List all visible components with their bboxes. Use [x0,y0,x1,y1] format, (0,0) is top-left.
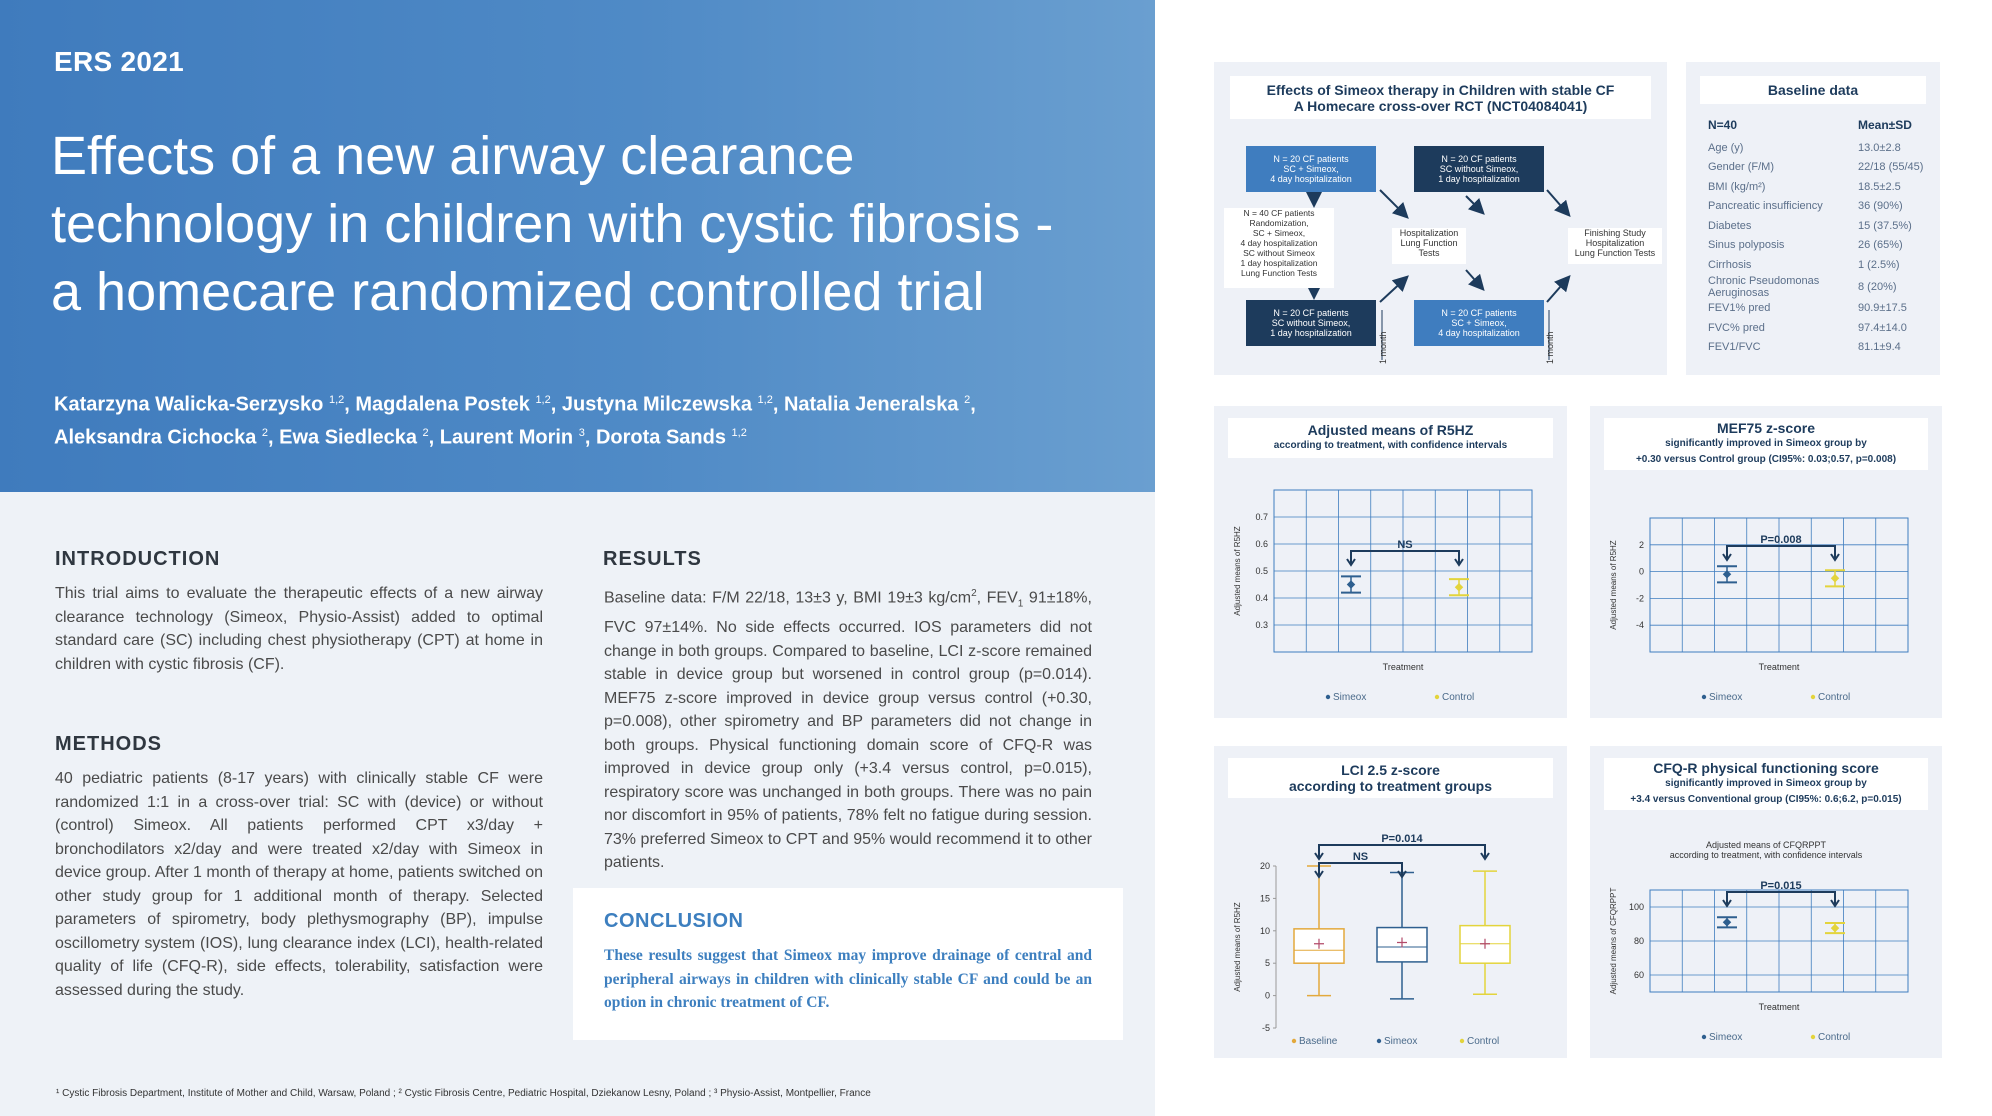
legend-marker [1702,695,1706,699]
baseline-row [1708,177,1934,197]
introduction-heading: INTRODUCTION [55,548,221,570]
baseline-value: 8 (20%) [1858,280,1897,293]
legend-label: Simeox [1384,1036,1418,1047]
mef75-subtitle: significantly improved in Simeox group by [1665,438,1867,449]
mean-point [1831,924,1839,932]
significance-label: P=0.015 [1760,880,1802,892]
baseline-header-row [1708,112,1934,138]
author-separator: , [970,393,976,416]
mean-point [1723,918,1731,926]
y-tick-label: 20 [1259,861,1270,871]
cfqr-inner-title-line: according to treatment, with confidence intervals [1669,850,1863,860]
author-affiliation: 1,2 [731,426,747,439]
baseline-row [1708,216,1934,236]
baseline-label: Age (y) [1708,141,1744,154]
results-text-part: Baseline data: F/M 22/18, 13±3 y, BMI 19±3 kg/cm [604,589,972,607]
y-tick-label: 100 [1628,902,1644,912]
y-tick-label: 2 [1638,539,1644,550]
baseline-label: Gender (F/M) [1708,161,1775,174]
baseline-row [1708,299,1934,319]
baseline-label: Pancreatic insufficiency [1708,200,1823,213]
legend-marker [1460,1039,1464,1043]
legend-marker [1811,1035,1815,1039]
author-separator: , [344,393,356,416]
y-axis-label: Adjusted means of CFQRPPT [1609,887,1618,995]
legend-marker [1292,1039,1296,1043]
legend-marker [1326,695,1330,699]
flow-arrow [1380,190,1406,216]
legend-label: Simeox [1709,1032,1743,1043]
conference-label: ERS 2021 [54,46,185,77]
month-label: 1 month [1378,331,1388,364]
methods-text: 40 pediatric patients (8-17 years) with clinically stable CF were randomized 1:1 in a cross-over trial: SC with (device) or without (control) Simeox. All patients performed CPT x3/day + bronchodilators x2/day and were treated x2/day with Simeox in device group. After 1 month of therapy at home, patients switched on other study group for 1 additional month of therapy. Selected parameters of spirometry, body plethysmography (BP), impulse oscillometry system (IOS), lung clearance index (LCI), health-related quality of life (CFQ-R), side effects, tolerability, satisfaction were assessed during the study. [55,770,543,999]
results-superscript: 2 [971,588,977,599]
baseline-value: 36 (90%) [1858,200,1903,213]
interim-hospitalization-box: Hospitalization Lung Function Tests [1392,228,1466,264]
baseline-col-header: Mean±SD [1858,118,1912,132]
author-name: Justyna Milczewska [561,393,758,416]
author-affiliation: 1,2 [328,394,345,406]
author-name: Laurent Morin [439,426,579,449]
baseline-row [1708,318,1934,338]
conclusion-text: These results suggest that Simeox may improve drainage of central and peripheral airways in children with clinically stable CF and could be an option in chronic treatment of CF. [604,947,1092,1011]
x-axis-label: Treatment [1382,662,1424,672]
y-tick-label: 5 [1264,958,1270,969]
introduction-text: This trial aims to evaluate the therapeutic effects of a new airway clearance technology (Simeox, Physio-Assist) added to optimal standard care (SC) including chest physiotherapy (CPT) at home in children with cystic fibrosis (CF). [55,585,543,673]
conclusion-box [573,888,1123,1040]
author-name: Aleksandra Cichocka [54,426,262,449]
baseline-label: FEV1% pred [1708,302,1771,315]
baseline-value: 13.0±2.8 [1858,141,1901,154]
results-text [604,582,1092,875]
baseline-value: 18.5±2.5 [1858,180,1901,193]
results-text-part: 91±18%, FVC 97±14%. No side effects occurred. IOS parameters did not change in both groups. Compared to baseline, LCI z-score remained stable in device group but worsened in control group (p=0.014). MEF75 z-score improved in device group versus control (+0.30, p=0.008), other spirometry and BP parameters did not change in both groups. Physical functioning domain score of CFQ-R was improved in device group only (+3.4 versus control, p=0.015), respiratory score was unchanged in both groups. There was no pain nor discomfort in 95% of patients, 78% felt no fatigue during session. 73% preferred Simeox to CPT and 95% would recommend it to other patients. [604,589,1092,872]
baseline-value: 81.1±9.4 [1858,341,1901,354]
r5hz-subtitle: according to treatment, with confidence intervals [1273,440,1508,451]
legend-label: Control [1818,692,1851,703]
baseline-panel [1686,62,1940,375]
legend-label: Control [1467,1036,1500,1047]
affiliations-footnote: ¹ Cystic Fibrosis Department, Institute of Mother and Child, Warsaw, Poland ; ² Cystic Fibrosis Centre, Pediatric Hospital, Dziekanow Lesny, Poland ; ³ Physio-Assist, Montpellier, France [56,1088,871,1099]
y-tick-label: 0.7 [1255,512,1268,522]
baseline-row [1708,197,1934,217]
month-label: 1 month [1545,331,1555,364]
author-separator: , [584,426,596,449]
author-affiliation: 2 [261,426,268,439]
results-heading: RESULTS [603,548,702,570]
lci-subtitle: according to treatment groups [1288,778,1493,794]
baseline-label: FVC% pred [1708,321,1765,334]
lci-chart [1214,746,1567,1058]
study-design-panel [1214,62,1667,375]
lci-title: LCI 2.5 z-score [1341,762,1440,778]
cfqr-subtitle: significantly improved in Simeox group by [1665,778,1867,789]
cfqr-subtitle: +3.4 versus Conventional group (CI95%: 0.6;6.2, p=0.015) [1630,794,1902,805]
significance-bracket [1727,892,1835,904]
conclusion-heading: CONCLUSION [604,910,744,932]
results-text-part: , FEV [976,589,1018,607]
legend-marker [1702,1035,1706,1039]
baseline-title: Baseline data [1700,76,1926,104]
baseline-rows [1708,138,1934,357]
flow-arrow [1547,278,1568,302]
y-tick-label: 0 [1638,566,1644,577]
legend-label: Simeox [1709,692,1743,703]
baseline-col-header: N=40 [1708,118,1738,132]
authors-line [54,419,1134,452]
baseline-table [1708,112,1934,357]
y-tick-label: -5 [1261,1023,1270,1033]
author-name: Katarzyna Walicka-Serzysko [54,393,329,416]
y-tick-label: 0.4 [1255,593,1268,603]
author-separator: , [428,426,440,449]
mef75-panel [1590,406,1942,718]
results-subscript: 1 [1017,598,1024,610]
author-list [54,386,1134,451]
legend-marker [1435,695,1439,699]
y-tick-label: -4 [1635,620,1644,631]
y-tick-label: 15 [1259,893,1270,904]
baseline-value: 97.4±14.0 [1858,321,1907,334]
y-tick-label: 80 [1633,936,1644,946]
legend-label: Control [1442,692,1475,703]
significance-bracket [1351,551,1459,563]
mean-point [1347,580,1355,588]
baseline-value: 26 (65%) [1858,239,1903,252]
y-tick-label: 0.5 [1255,566,1268,576]
final-hospitalization-box: Finishing Study Hospitalization Lung Function Tests [1568,228,1662,264]
cfqr-chart [1590,746,1942,1058]
r5hz-title: Adjusted means of R5HZ [1307,422,1474,438]
author-name: Magdalena Postek [355,393,536,416]
legend-marker [1377,1039,1381,1043]
legend-label: Control [1818,1032,1851,1043]
y-axis-label: Adjusted means of R5HZ [1233,902,1242,992]
significance-bracket [1319,845,1485,857]
y-tick-label: 0.3 [1255,620,1268,630]
significance-label: P=0.008 [1760,534,1802,546]
baseline-label: Sinus polyposis [1708,239,1785,252]
baseline-label: BMI (kg/m²) [1708,180,1766,193]
author-affiliation: 2 [422,426,429,439]
cfqr-panel [1590,746,1942,1058]
baseline-row [1708,275,1934,299]
poster-title [51,122,1141,326]
baseline-value: 22/18 (55/45) [1858,161,1924,174]
author-affiliation: 2 [964,394,971,406]
methods-heading: METHODS [55,733,162,755]
significance-label: NS [1397,539,1413,551]
author-name: Dorota Sands [595,426,732,449]
baseline-label: Chronic Pseudomonas Aeruginosas [1708,274,1820,299]
baseline-row [1708,236,1934,256]
r5hz-panel [1214,406,1567,718]
randomization-box: N = 40 CF patients Randomization, SC + Simeox, 4 day hospitalization SC without Simeox 1 day hospitalization Lung Function Tests [1224,208,1334,288]
baseline-row [1708,158,1934,178]
mean-point [1455,583,1463,591]
cfqr-inner-title-line: Adjusted means of CFQRPPT [1705,840,1827,850]
title-line: Effects of a new airway clearance [51,126,855,186]
author-name: Natalia Jeneralska [783,393,965,416]
authors-line [54,386,1134,419]
y-tick-label: 10 [1259,925,1270,936]
y-axis-label: Adjusted means of R5HZ [1233,526,1242,616]
y-tick-label: 60 [1633,970,1644,980]
baseline-row [1708,138,1934,158]
mef75-subtitle: +0.30 versus Control group (CI95%: 0.03;0.57, p=0.008) [1635,454,1897,465]
x-axis-label: Treatment [1758,662,1800,672]
significance-label: NS [1352,851,1369,863]
study-design-title-line: Effects of Simeox therapy in Children with stable CF [1266,81,1615,98]
title-line: a homecare randomized controlled trial [51,262,985,322]
baseline-value: 15 (37.5%) [1858,219,1912,232]
group-b-period2-box: N = 20 CF patients SC + Simeox, 4 day hospitalization [1414,300,1544,346]
author-affiliation: 1,2 [535,394,551,406]
significance-bracket [1319,863,1402,875]
flow-arrow [1547,190,1568,214]
author-separator: , [772,393,784,416]
group-b-period1-box: N = 20 CF patients SC without Simeox, 1 day hospitalization [1246,300,1376,346]
header-banner [0,0,1155,492]
y-tick-label: 0 [1264,990,1270,1001]
baseline-label: Diabetes [1708,219,1752,232]
author-affiliation: 3 [578,426,585,439]
flow-arrow [1466,270,1482,288]
baseline-row [1708,255,1934,275]
y-tick-label: -2 [1635,593,1644,604]
baseline-label: Cirrhosis [1708,258,1752,271]
x-axis-label: Treatment [1758,1002,1800,1012]
flow-arrow [1380,278,1406,302]
author-name: Ewa Siedlecka [279,426,423,449]
mean-point [1831,574,1839,582]
y-tick-label: 0.6 [1255,539,1268,549]
r5hz-chart [1214,406,1567,718]
cfqr-title: CFQ-R physical functioning score [1653,760,1879,776]
group-a-period2-box: N = 20 CF patients SC without Simeox, 1 day hospitalization [1414,146,1544,192]
flow-arrow [1466,196,1482,212]
legend-label: Simeox [1333,692,1367,703]
baseline-label: FEV1/FVC [1708,341,1761,354]
title-line: technology in children with cystic fibrosis - [51,194,1054,254]
baseline-row [1708,338,1934,358]
lci-panel [1214,746,1567,1058]
y-axis-label: Adjusted means of R5HZ [1609,540,1618,630]
baseline-value: 90.9±17.5 [1858,302,1907,315]
legend-marker [1811,695,1815,699]
group-a-period1-box: N = 20 CF patients SC + Simeox, 4 day hospitalization [1246,146,1376,192]
author-affiliation: 1,2 [757,394,773,406]
significance-label: P=0.014 [1381,833,1423,845]
mef75-title: MEF75 z-score [1716,420,1816,436]
baseline-value: 1 (2.5%) [1858,258,1900,271]
mef75-chart [1590,406,1942,718]
legend-label: Baseline [1299,1036,1338,1047]
study-design-title-line: A Homecare cross-over RCT (NCT04084041) [1293,97,1588,114]
significance-bracket [1727,546,1835,558]
author-separator: , [550,393,562,416]
author-separator: , [268,426,280,449]
